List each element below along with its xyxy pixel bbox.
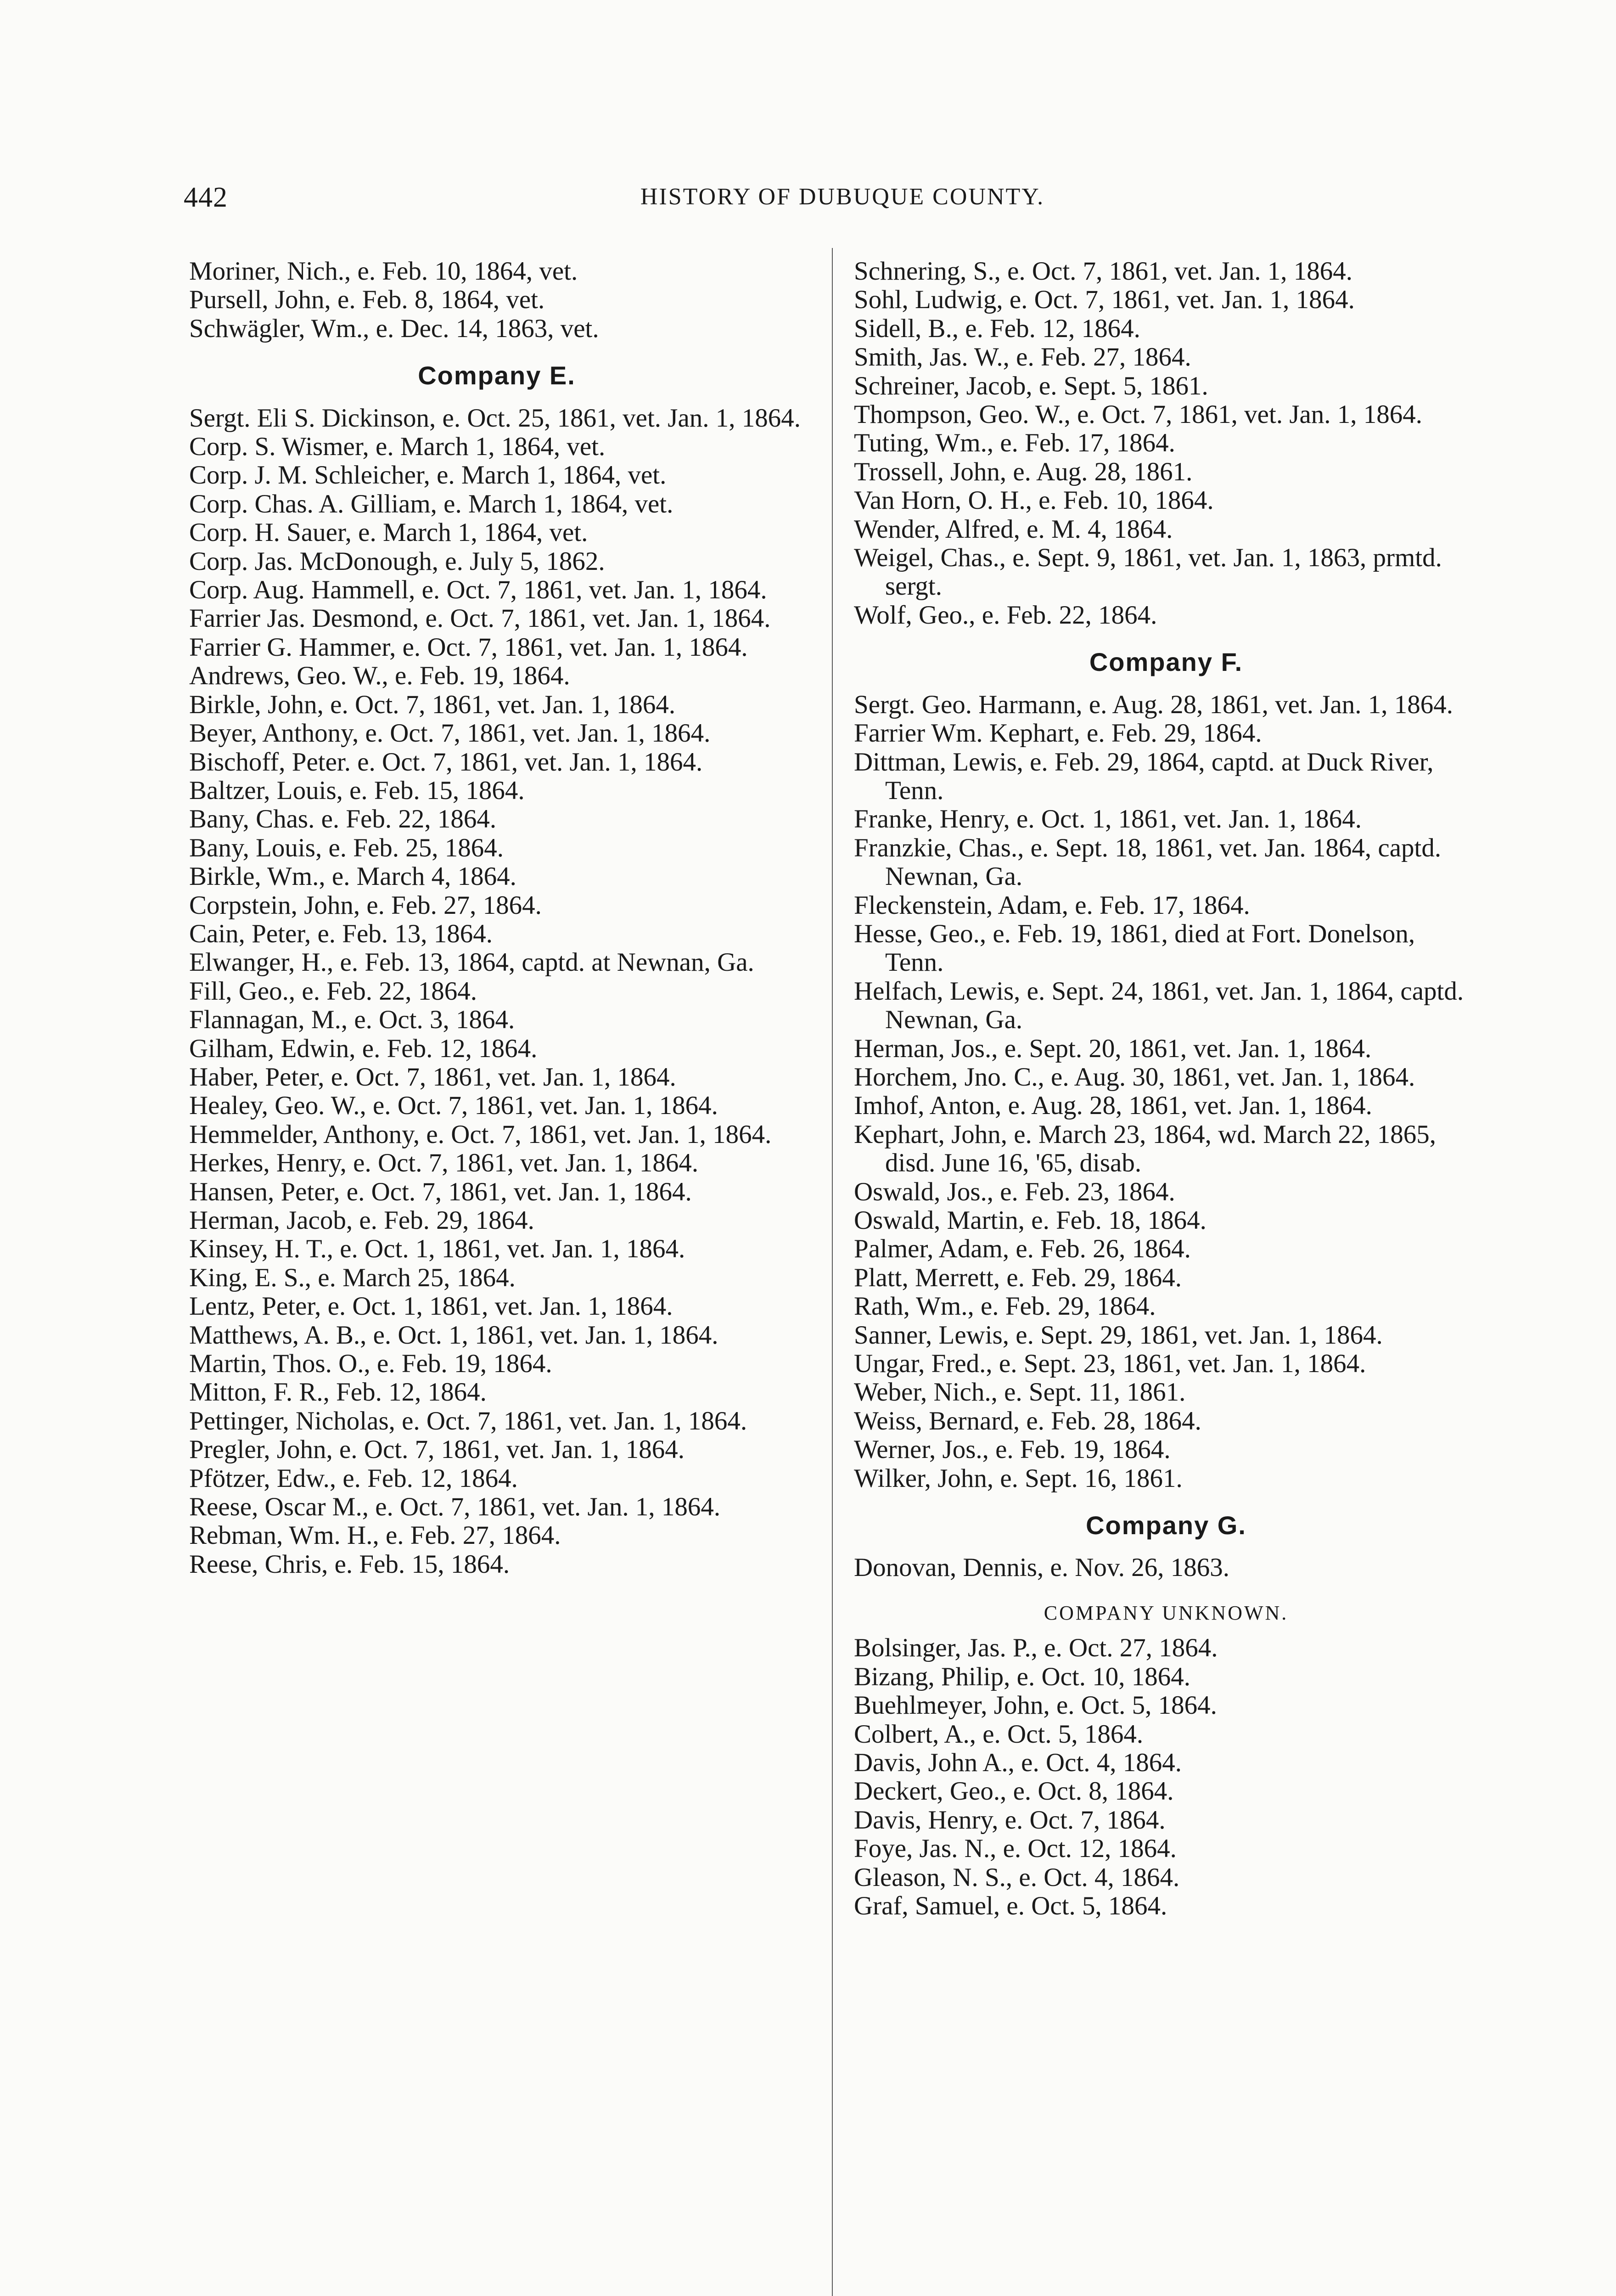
- roster-entry: Reese, Oscar M., e. Oct. 7, 1861, vet. Jan. 1, 1864.: [189, 1492, 721, 1522]
- roster-entry: Farrier Jas. Desmond, e. Oct. 7, 1861, vet. Jan. 1, 1864.: [189, 604, 771, 633]
- company-e-heading: Company E.: [418, 361, 576, 390]
- roster-entry: Hemmelder, Anthony, e. Oct. 7, 1861, vet. Jan. 1, 1864.: [189, 1120, 772, 1149]
- company-g-heading: Company G.: [1086, 1511, 1246, 1540]
- roster-entry: Lentz, Peter, e. Oct. 1, 1861, vet. Jan. 1, 1864.: [189, 1292, 673, 1321]
- page-header: [184, 181, 1501, 223]
- roster-list: [854, 257, 1478, 630]
- roster-entry: Schwägler, Wm., e. Dec. 14, 1863, vet.: [189, 314, 599, 343]
- roster-entry: Gleason, N. S., e. Oct. 4, 1864.: [854, 1863, 1180, 1892]
- roster-entry: Pregler, John, e. Oct. 7, 1861, vet. Jan. 1, 1864.: [189, 1435, 685, 1464]
- roster-entry: Herman, Jos., e. Sept. 20, 1861, vet. Jan. 1, 1864.: [854, 1034, 1372, 1063]
- roster-entry: Herkes, Henry, e. Oct. 7, 1861, vet. Jan. 1, 1864.: [189, 1148, 699, 1178]
- roster-entry: Healey, Geo. W., e. Oct. 7, 1861, vet. Jan. 1, 1864.: [189, 1091, 718, 1120]
- page-number: 442: [184, 182, 228, 213]
- roster-entry: Graf, Samuel, e. Oct. 5, 1864.: [854, 1891, 1167, 1920]
- roster-entry: Wolf, Geo., e. Feb. 22, 1864.: [854, 600, 1157, 630]
- roster-entry: Bizang, Philip, e. Oct. 10, 1864.: [854, 1662, 1191, 1691]
- roster-entry: Rath, Wm., e. Feb. 29, 1864.: [854, 1292, 1156, 1321]
- roster-entry: Bischoff, Peter. e. Oct. 7, 1861, vet. Jan. 1, 1864.: [189, 747, 703, 777]
- roster-entry: Buehlmeyer, John, e. Oct. 5, 1864.: [854, 1691, 1217, 1720]
- company-unknown-heading: COMPANY UNKNOWN.: [1044, 1601, 1289, 1624]
- roster-entry: Elwanger, H., e. Feb. 13, 1864, captd. at Newnan, Ga.: [189, 948, 754, 977]
- roster-entry: Weiss, Bernard, e. Feb. 28, 1864.: [854, 1406, 1201, 1435]
- company-f-heading: Company F.: [1089, 647, 1243, 677]
- roster-entry: Davis, John A., e. Oct. 4, 1864.: [854, 1748, 1182, 1777]
- roster-entry: Corp. J. M. Schleicher, e. March 1, 1864, vet.: [189, 461, 667, 490]
- roster-entry: Franzkie, Chas., e. Sept. 18, 1861, vet. Jan. 1864, captd. Newnan, Ga.: [854, 833, 1442, 891]
- roster-entry: Corp. Aug. Hammell, e. Oct. 7, 1861, vet. Jan. 1, 1864.: [189, 575, 767, 605]
- roster-entry: Bany, Chas. e. Feb. 22, 1864.: [189, 805, 497, 834]
- roster-entry: Dittman, Lewis, e. Feb. 29, 1864, captd. at Duck River, Tenn.: [854, 747, 1434, 805]
- roster-entry: Thompson, Geo. W., e. Oct. 7, 1861, vet. Jan. 1, 1864.: [854, 400, 1423, 429]
- roster-entry: Van Horn, O. H., e. Feb. 10, 1864.: [854, 486, 1214, 515]
- roster-entry: Martin, Thos. O., e. Feb. 19, 1864.: [189, 1349, 552, 1379]
- roster-entry: Haber, Peter, e. Oct. 7, 1861, vet. Jan. 1, 1864.: [189, 1062, 676, 1092]
- roster-entry: Schreiner, Jacob, e. Sept. 5, 1861.: [854, 371, 1208, 400]
- roster-entry: Foye, Jas. N., e. Oct. 12, 1864.: [854, 1834, 1177, 1863]
- roster-entry: Baltzer, Louis, e. Feb. 15, 1864.: [189, 776, 525, 805]
- roster-entry: Weigel, Chas., e. Sept. 9, 1861, vet. Jan. 1, 1863, prmtd. sergt.: [854, 543, 1442, 601]
- roster-entry: Donovan, Dennis, e. Nov. 26, 1863.: [854, 1553, 1229, 1582]
- roster-list: [189, 257, 804, 343]
- roster-entry: Weber, Nich., e. Sept. 11, 1861.: [854, 1378, 1186, 1407]
- roster-entry: Oswald, Jos., e. Feb. 23, 1864.: [854, 1177, 1175, 1206]
- roster-entry: Pettinger, Nicholas, e. Oct. 7, 1861, vet. Jan. 1, 1864.: [189, 1406, 747, 1435]
- roster-entry: Cain, Peter, e. Feb. 13, 1864.: [189, 919, 493, 948]
- roster-entry: Horchem, Jno. C., e. Aug. 30, 1861, vet. Jan. 1, 1864.: [854, 1062, 1415, 1092]
- roster-entry: Birkle, Wm., e. March 4, 1864.: [189, 862, 516, 891]
- roster-entry: Rebman, Wm. H., e. Feb. 27, 1864.: [189, 1521, 561, 1550]
- left-column: [189, 257, 804, 1579]
- roster-entry: Herman, Jacob, e. Feb. 29, 1864.: [189, 1206, 534, 1235]
- roster-entry: Platt, Merrett, e. Feb. 29, 1864.: [854, 1263, 1182, 1292]
- roster-entry: Sergt. Eli S. Dickinson, e. Oct. 25, 1861, vet. Jan. 1, 1864.: [189, 403, 801, 433]
- roster-entry: Schnering, S., e. Oct. 7, 1861, vet. Jan. 1, 1864.: [854, 257, 1353, 286]
- roster-entry: Sohl, Ludwig, e. Oct. 7, 1861, vet. Jan. 1, 1864.: [854, 285, 1355, 315]
- roster-entry: Davis, Henry, e. Oct. 7, 1864.: [854, 1805, 1166, 1835]
- roster-entry: Corpstein, John, e. Feb. 27, 1864.: [189, 890, 542, 920]
- roster-entry: Flannagan, M., e. Oct. 3, 1864.: [189, 1005, 515, 1035]
- roster-entry: Helfach, Lewis, e. Sept. 24, 1861, vet. Jan. 1, 1864, captd. Newnan, Ga.: [854, 976, 1464, 1035]
- roster-entry: Andrews, Geo. W., e. Feb. 19, 1864.: [189, 661, 570, 691]
- roster-entry: Trossell, John, e. Aug. 28, 1861.: [854, 457, 1193, 486]
- roster-entry: Hansen, Peter, e. Oct. 7, 1861, vet. Jan. 1, 1864.: [189, 1177, 692, 1206]
- roster-entry: Sidell, B., e. Feb. 12, 1864.: [854, 314, 1140, 343]
- roster-entry: Colbert, A., e. Oct. 5, 1864.: [854, 1719, 1144, 1749]
- running-head: HISTORY OF DUBUQUE COUNTY.: [640, 184, 1045, 210]
- roster-entry: Pursell, John, e. Feb. 8, 1864, vet.: [189, 285, 545, 315]
- roster-entry: Pfötzer, Edw., e. Feb. 12, 1864.: [189, 1463, 518, 1493]
- column-divider: [832, 248, 833, 2296]
- roster-entry: Hesse, Geo., e. Feb. 19, 1861, died at Fort. Donelson, Tenn.: [854, 919, 1415, 977]
- roster-entry: Wender, Alfred, e. M. 4, 1864.: [854, 514, 1173, 544]
- roster-entry: Fill, Geo., e. Feb. 22, 1864.: [189, 976, 477, 1006]
- roster-entry: Kephart, John, e. March 23, 1864, wd. March 22, 1865, disd. June 16, '65, disab.: [854, 1120, 1436, 1178]
- roster-entry: Bolsinger, Jas. P., e. Oct. 27, 1864.: [854, 1633, 1218, 1663]
- roster-entry: Smith, Jas. W., e. Feb. 27, 1864.: [854, 343, 1191, 372]
- roster-entry: Mitton, F. R., Feb. 12, 1864.: [189, 1378, 487, 1407]
- roster-entry: King, E. S., e. March 25, 1864.: [189, 1263, 516, 1292]
- roster-entry: Tuting, Wm., e. Feb. 17, 1864.: [854, 428, 1175, 458]
- roster-list: [854, 1634, 1478, 1920]
- roster-entry: Werner, Jos., e. Feb. 19, 1864.: [854, 1435, 1171, 1464]
- roster-entry: Corp. Chas. A. Gilliam, e. March 1, 1864, vet.: [189, 489, 673, 518]
- roster-entry: Kinsey, H. T., e. Oct. 1, 1861, vet. Jan. 1, 1864.: [189, 1234, 685, 1264]
- roster-entry: Birkle, John, e. Oct. 7, 1861, vet. Jan. 1, 1864.: [189, 690, 676, 719]
- roster-list: [854, 1553, 1478, 1582]
- roster-entry: Oswald, Martin, e. Feb. 18, 1864.: [854, 1206, 1206, 1235]
- roster-entry: Moriner, Nich., e. Feb. 10, 1864, vet.: [189, 257, 578, 286]
- roster-entry: Franke, Henry, e. Oct. 1, 1861, vet. Jan. 1, 1864.: [854, 805, 1362, 834]
- roster-entry: Palmer, Adam, e. Feb. 26, 1864.: [854, 1234, 1191, 1264]
- roster-entry: Ungar, Fred., e. Sept. 23, 1861, vet. Jan. 1, 1864.: [854, 1349, 1366, 1379]
- roster-list: [189, 404, 804, 1579]
- roster-entry: Reese, Chris, e. Feb. 15, 1864.: [189, 1549, 510, 1579]
- roster-entry: Gilham, Edwin, e. Feb. 12, 1864.: [189, 1034, 538, 1063]
- right-column: [854, 257, 1478, 1920]
- roster-entry: Corp. S. Wismer, e. March 1, 1864, vet.: [189, 432, 606, 461]
- roster-entry: Bany, Louis, e. Feb. 25, 1864.: [189, 833, 504, 862]
- roster-entry: Fleckenstein, Adam, e. Feb. 17, 1864.: [854, 890, 1250, 920]
- roster-entry: Matthews, A. B., e. Oct. 1, 1861, vet. Jan. 1, 1864.: [189, 1320, 718, 1350]
- roster-entry: Imhof, Anton, e. Aug. 28, 1861, vet. Jan. 1, 1864.: [854, 1091, 1372, 1120]
- roster-list: [854, 691, 1478, 1493]
- roster-entry: Deckert, Geo., e. Oct. 8, 1864.: [854, 1777, 1174, 1806]
- roster-entry: Sanner, Lewis, e. Sept. 29, 1861, vet. Jan. 1, 1864.: [854, 1320, 1383, 1350]
- roster-entry: Corp. H. Sauer, e. March 1, 1864, vet.: [189, 518, 588, 547]
- roster-entry: Farrier Wm. Kephart, e. Feb. 29, 1864.: [854, 719, 1262, 748]
- roster-entry: Beyer, Anthony, e. Oct. 7, 1861, vet. Jan. 1, 1864.: [189, 719, 711, 748]
- roster-entry: Corp. Jas. McDonough, e. July 5, 1862.: [189, 546, 605, 576]
- roster-entry: Sergt. Geo. Harmann, e. Aug. 28, 1861, vet. Jan. 1, 1864.: [854, 690, 1453, 719]
- roster-entry: Wilker, John, e. Sept. 16, 1861.: [854, 1463, 1183, 1493]
- roster-entry: Farrier G. Hammer, e. Oct. 7, 1861, vet. Jan. 1, 1864.: [189, 632, 748, 662]
